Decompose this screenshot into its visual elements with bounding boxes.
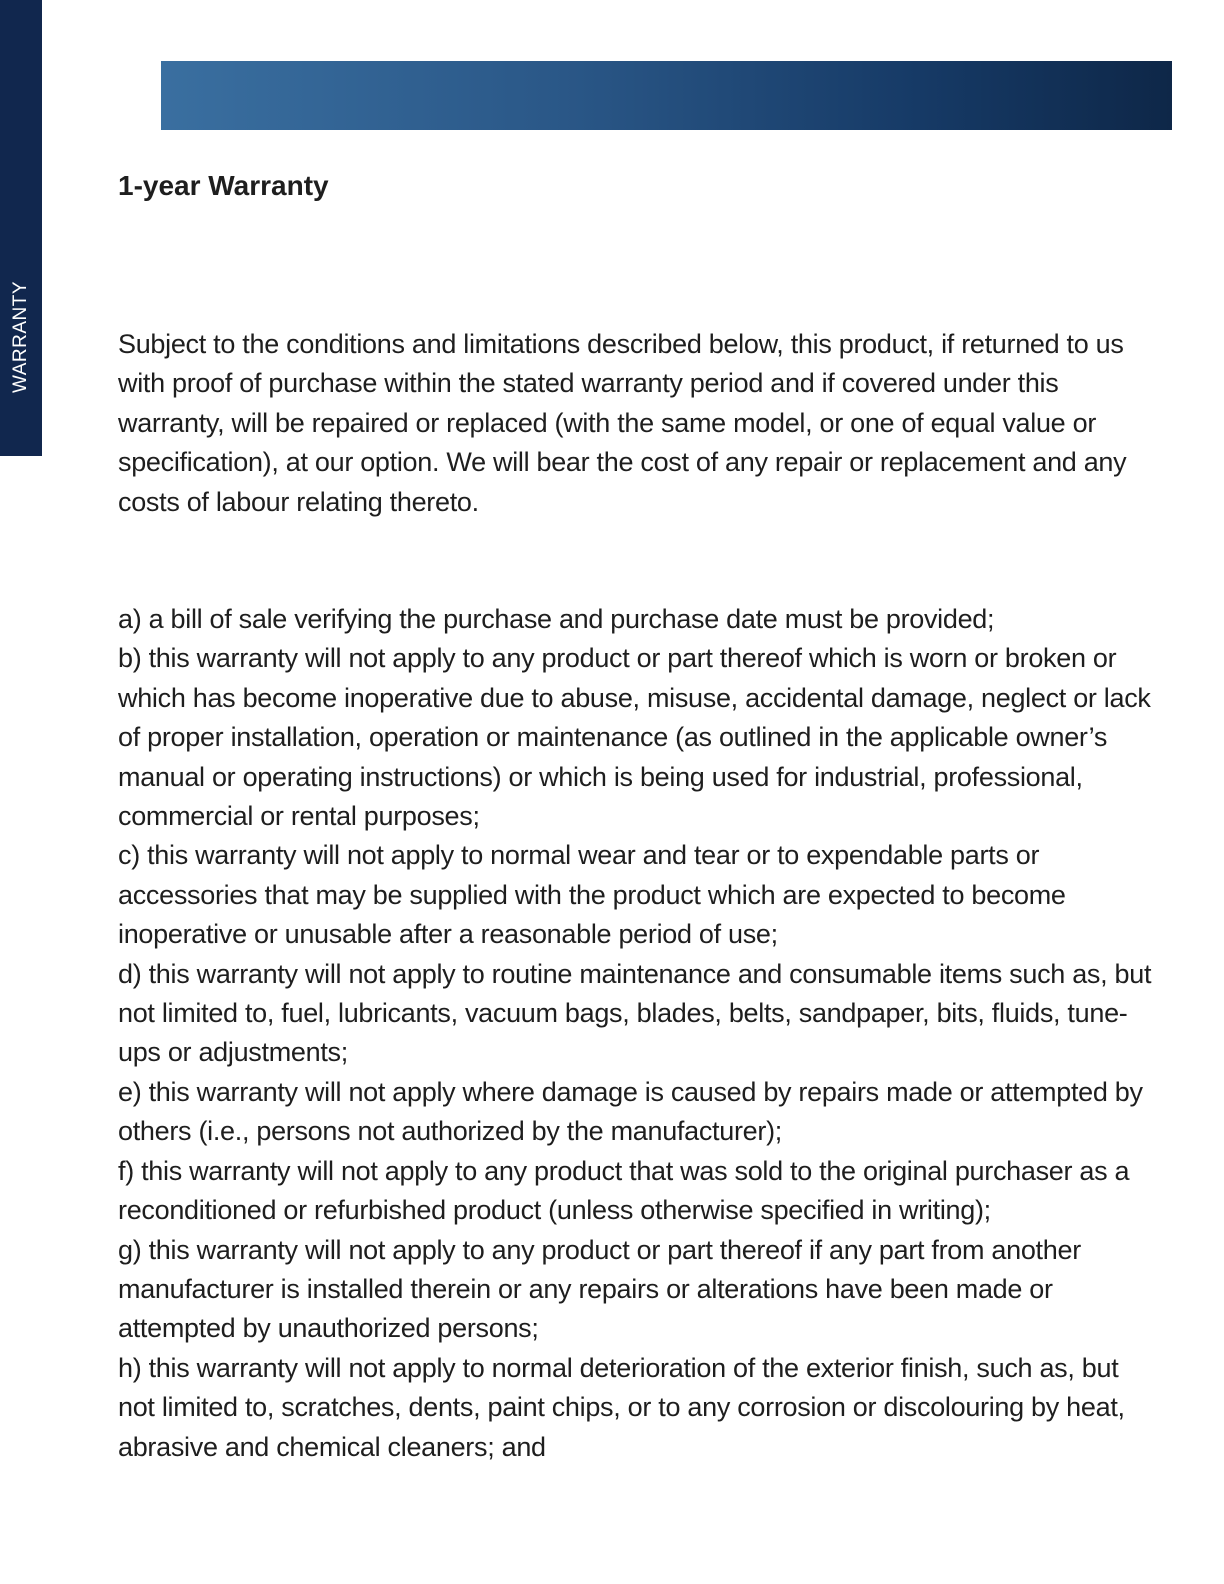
header-banner <box>161 61 1172 130</box>
intro-paragraph: Subject to the conditions and limitations described below, this product, if returned to us with proof of purchase within the stated warranty period and if covered under this warranty, will be repaired or replaced (with the same model, or one of equal value or specification), at our option. We will bear the cost of any repair or replacement and any costs of labour relating thereto. <box>118 329 1127 517</box>
condition-item-f: f) this warranty will not apply to any product that was sold to the original purchaser as a reconditioned or refurbished product (unless otherwise specified in writing); <box>118 1155 1130 1226</box>
condition-item-h: h) this warranty will not apply to normal deterioration of the exterior finish, such as, but not limited to, scratches, dents, paint chips, or to any corrosion or discolouring by heat, abrasive and chemical cleaners; and <box>118 1352 1125 1462</box>
conditions-list <box>118 600 1158 1467</box>
side-section-tab <box>0 0 42 456</box>
condition-item-c: c) this warranty will not apply to normal wear and tear or to expendable parts or accessories that may be supplied with the product which are expected to become inoperative or unusable after a reasonable period of use; <box>118 840 1066 950</box>
condition-item-g: g) this warranty will not apply to any product or part thereof if any part from another manufacturer is installed therein or any repairs or alterations have been made or attempted by unauthorized persons; <box>118 1234 1081 1344</box>
condition-item-e: e) this warranty will not apply where damage is caused by repairs made or attempted by others (i.e., persons not authorized by the manufacturer); <box>118 1076 1143 1147</box>
condition-item-b: b) this warranty will not apply to any product or part thereof which is worn or broken or which has become inoperative due to abuse, misuse, accidental damage, neglect or lack of proper installation, operation or maintenance (as outlined in the applicable owner’s manual or operating instructions) or which is being used for industrial, professional, commercial or rental purposes; <box>118 643 1151 832</box>
page-title: 1-year Warranty <box>118 170 329 201</box>
condition-item-d: d) this warranty will not apply to routine maintenance and consumable items such as, but not limited to, fuel, lubricants, vacuum bags, blades, belts, sandpaper, bits, fluids, tune-ups or adjustments; <box>118 958 1152 1068</box>
side-section-tab-label: WARRANTY <box>10 280 31 394</box>
condition-item-a: a) a bill of sale verifying the purchase and purchase date must be provided; <box>118 604 995 634</box>
